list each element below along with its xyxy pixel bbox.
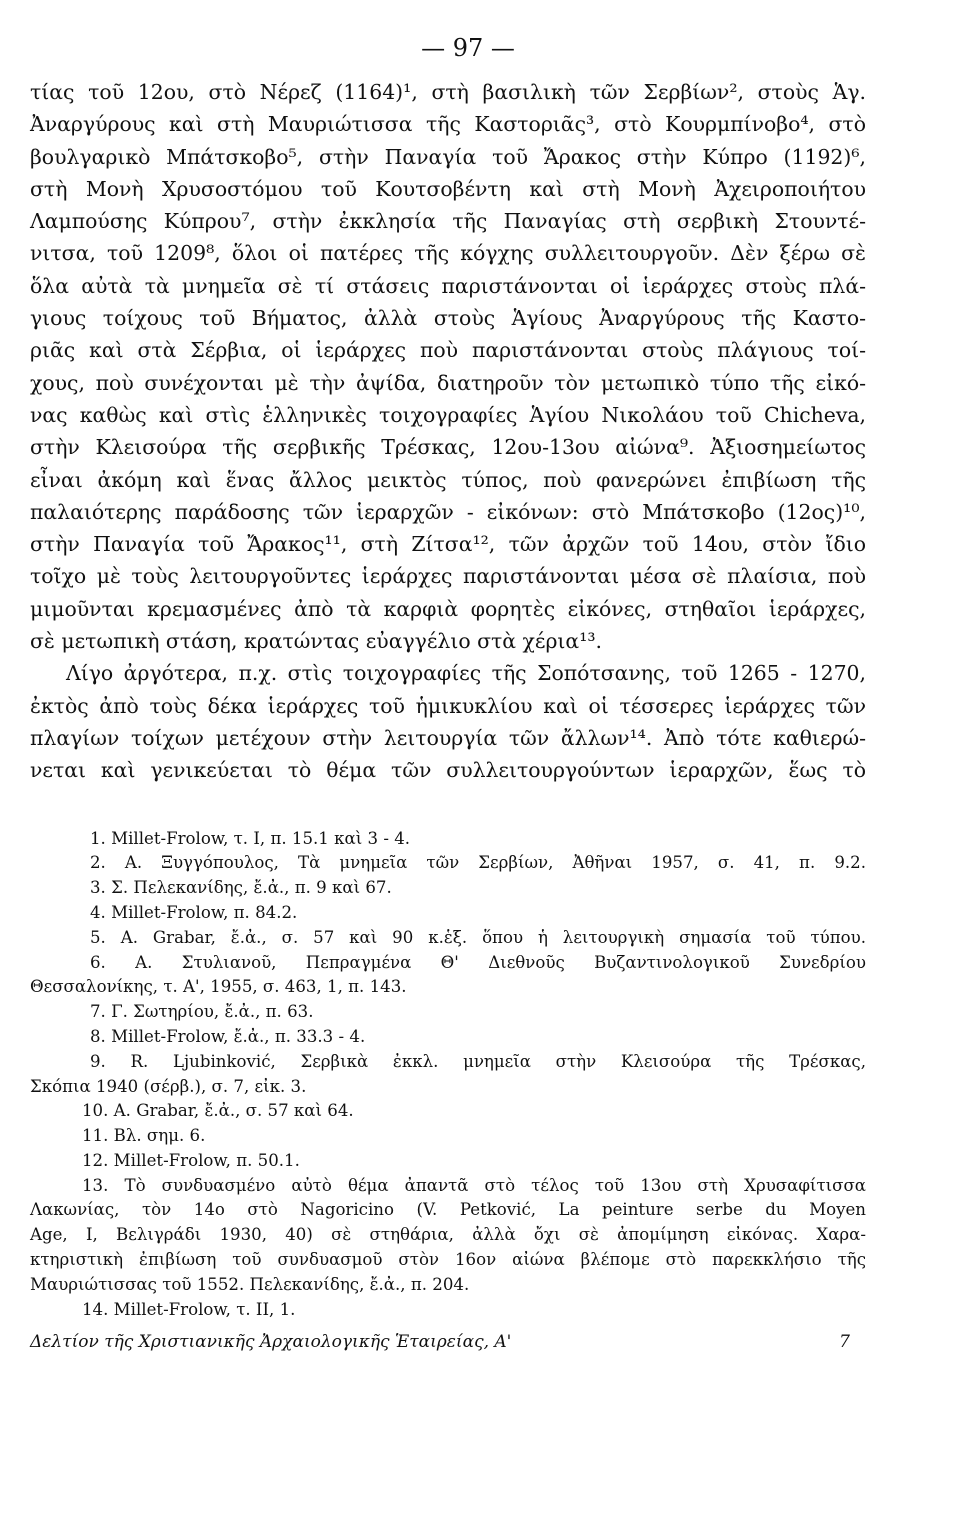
footnote-line: 6. A. Στυλιανοῦ, Πεπραγμένα Θ' Διεθνοῦς Βυζαντινολογικοῦ Συνεδρίου <box>90 952 866 972</box>
document-page <box>30 30 866 1352</box>
footnote-line: 10. A. Grabar, ἔ.ἀ., σ. 57 καὶ 64. <box>82 1101 354 1121</box>
body-line: Λίγο ἀργότερα, π.χ. στὶς τοιχογραφίες τῆς Σοπότσανης, τοῦ 1265 - 1270, <box>66 661 866 686</box>
footnote-line: Σκόπια 1940 (σέρβ.), σ. 7, εἰκ. 3. <box>30 1076 307 1096</box>
body-line: στὴ Μονὴ Χρυσοστόμου τοῦ Κουτσοβέντη καὶ στὴ Μονὴ Ἀχειροποιήτου <box>30 176 866 201</box>
body-line: σὲ μετωπικὴ στάση, κρατώντας εὐαγγέλιο στὰ χέρια¹³. <box>30 629 603 654</box>
body-line: τίας τοῦ 12ου, στὸ Νέρεζ (1164)¹, στὴ βασιλικὴ τῶν Σερβίων², στοὺς Ἁγ. <box>30 80 866 104</box>
body-line: Ἀναργύρους καὶ στὴ Μαυριώτισσα τῆς Καστοριᾶς³, στὸ Κουρμπίνοβο⁴, στὸ <box>30 112 866 137</box>
body-line: χους, ποὺ συνέχονται μὲ τὴν ἀψίδα, διατηροῦν τὸν μετωπικὸ τύπο τῆς εἰκό- <box>30 370 866 395</box>
body-line: τοῖχο μὲ τοὺς λειτουργοῦντες ἱεράρχες παριστάνονται μέσα σὲ πλαίσια, ποὺ <box>30 564 866 589</box>
footnote-line: 2. A. Ξυγγόπουλος, Τὰ μνημεῖα τῶν Σερβίων, Ἀθῆναι 1957, σ. 41, π. 9.2. <box>90 853 866 873</box>
journal-title: Δελτίον τῆς Χριστιανικῆς Ἀρχαιολογικῆς Ἑταιρείας, Α' <box>30 1332 512 1353</box>
body-line: νας καθὼς καὶ στὶς ἑλληνικὲς τοιχογραφίες Ἁγίου Νικολάου τοῦ Chicheva, <box>30 402 866 427</box>
footnote-line: 11. Βλ. σημ. 6. <box>82 1126 206 1146</box>
footnote-line: 7. Γ. Σωτηρίου, ἔ.ἀ., π. 63. <box>90 1002 314 1022</box>
body-line: γιους τοίχους τοῦ Βήματος, ἀλλὰ στοὺς Ἁγίους Ἀναργύρους τῆς Καστο- <box>30 306 866 331</box>
body-line: βουλγαρικὸ Μπάτσκοβο⁵, στὴν Παναγία τοῦ Ἄρακος στὴν Κύπρο (1192)⁶, <box>30 144 866 169</box>
body-line: εἶναι ἀκόμη καὶ ἕνας ἄλλος μεικτὸς τύπος, ποὺ φανερώνει ἐπιβίωση τῆς <box>30 467 866 492</box>
footnote-line: 5. A. Grabar, ἔ.ἀ., σ. 57 καὶ 90 κ.ἑξ. ὅπου ἡ λειτουργικὴ σημασία τοῦ τύπου. <box>90 927 866 947</box>
body-line: στὴν Παναγία τοῦ Ἄρακος¹¹, στὴ Ζίτσα¹², τῶν ἀρχῶν τοῦ 14ου, στὸν ἴδιο <box>30 532 866 557</box>
footnote-line: Θεσσαλονίκης, τ. Α', 1955, σ. 463, 1, π. 143. <box>30 977 407 997</box>
footnotes <box>30 827 866 1323</box>
body-line: ἐκτὸς ἀπὸ τοὺς δέκα ἱεράρχες τοῦ ἡμικυκλίου καὶ οἱ τέσσερες ἱεράρχες τῶν <box>30 693 866 718</box>
body-line: Λαμπούσης Κύπρου⁷, στὴν ἐκκλησία τῆς Παναγίας στὴ σερβικὴ Στουντέ- <box>30 209 866 234</box>
body-line: πλαγίων τοίχων μετέχουν στὴν λειτουργία τῶν ἄλλων¹⁴. Ἀπὸ τότε καθιερώ- <box>30 725 866 750</box>
footnote-line: 8. Millet-Frolow, ἔ.ἀ., π. 33.3 - 4. <box>90 1026 366 1046</box>
footnote-line: 12. Millet-Frolow, π. 50.1. <box>82 1150 300 1170</box>
footnote-line: 1. Millet-Frolow, τ. I, π. 15.1 καὶ 3 - 4. <box>90 828 411 848</box>
body-line: ὅλα αὐτὰ τὰ μνημεῖα σὲ τί στάσεις παριστάνονται οἱ ἱεράρχες στοὺς πλά- <box>30 273 866 298</box>
footnote-line: 4. Millet-Frolow, π. 84.2. <box>90 902 298 922</box>
body-line: νιτσα, τοῦ 1209⁸, ὅλοι οἱ πατέρες τῆς κόγχης συλλειτουργοῦν. Δὲν ξέρω σὲ <box>30 241 866 266</box>
page-footer <box>30 1332 850 1352</box>
page-number: — 97 — <box>421 34 515 62</box>
footnote-line: 14. Millet-Frolow, τ. II, 1. <box>82 1299 296 1319</box>
body-line: στὴν Κλεισούρα τῆς σερβικῆς Τρέσκας, 12ου-13ου αἰώνα⁹. Ἀξιοσημείωτος <box>30 435 866 460</box>
footnote-line: Μαυριώτισσας τοῦ 1552. Πελεκανίδης, ἔ.ἀ., π. 204. <box>30 1274 470 1294</box>
signature-mark: 7 <box>839 1332 850 1353</box>
footnote-line: 13. Τὸ συνδυασμένο αὐτὸ θέμα ἀπαντᾶ στὸ τέλος τοῦ 13ου στὴ Χρυσαφίτισσα <box>82 1175 866 1195</box>
footnote-line: Λακωνίας, τὸν 14ο στὸ Nagoricino (V. Petković, La peinture serbe du Moyen <box>30 1200 866 1220</box>
body-line: ριᾶς καὶ στὰ Σέρβια, οἱ ἱεράρχες ποὺ παριστάνονται στοὺς πλάγιους τοί- <box>30 338 866 363</box>
body-text <box>30 76 866 787</box>
footnote-line: Age, I, Βελιγράδι 1930, 40) σὲ στηθάρια, ἀλλὰ ὄχι σὲ ἀπομίμηση εἰκόνας. Χαρα- <box>30 1225 866 1245</box>
footnote-line: 3. Σ. Πελεκανίδης, ἔ.ἀ., π. 9 καὶ 67. <box>90 878 392 898</box>
body-line: νεται καὶ γενικεύεται τὸ θέμα τῶν συλλειτουργούντων ἱεραρχῶν, ἕως τὸ <box>30 758 866 783</box>
body-line: μιμοῦνται κρεμασμένες ἀπὸ τὰ καρφιὰ φορητὲς εἰκόνες, στηθαῖοι ἱεράρχες, <box>30 596 866 621</box>
footnote-line: 9. R. Ljubinković, Σερβικὰ ἐκκλ. μνημεῖα στὴν Κλεισούρα τῆς Τρέσκας, <box>90 1051 866 1071</box>
body-line: παλαιότερης παράδοσης τῶν ἱεραρχῶν - εἰκόνων: στὸ Μπάτσκοβο (12ος)¹⁰, <box>30 499 866 524</box>
footnote-line: κτηριστικὴ ἐπιβίωση τοῦ συνδυασμοῦ στὸν 16ον αἰώνα βλέπομε στὸ παρεκκλήσιο τῆς <box>30 1250 866 1270</box>
